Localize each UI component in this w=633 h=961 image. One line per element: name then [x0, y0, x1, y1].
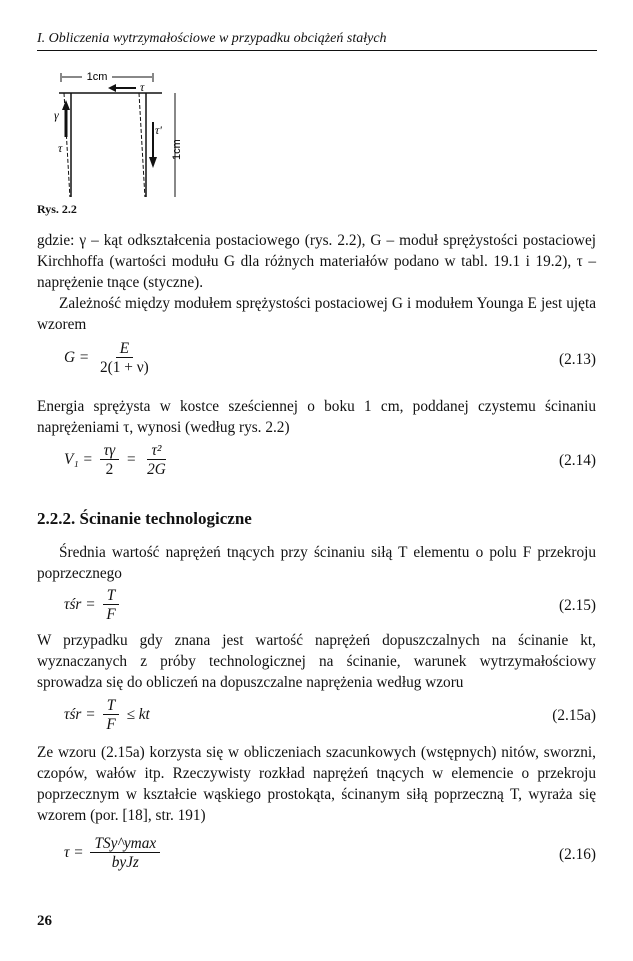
svg-text:τ: τ [140, 80, 145, 94]
shear-cube-figure [50, 62, 195, 197]
paragraph-average-stress: Średnia wartość naprężeń tnących przy ścinaniu siłą T elementu o polu F przekroju poprzecznego [37, 544, 596, 582]
paragraph-real-distribution: Ze wzoru (2.15a) korzysta się w obliczeniach szacunkowych (wstępnych) nitów, sworzni, czopów, wałów itp. Rzeczywisty rozkład naprężeń tnących w elemencie o przekroju poprzecznym w kształcie wąskiego prostokąta, ścinanym siłą poprzeczną T, wyraża się wzorem (por. [18], str. 191) [37, 744, 596, 824]
equation-2-15: τśr = $\frac{T}{F}$ [64, 587, 123, 624]
paragraph-energy: Energia sprężysta w kostce sześciennej o boku 1 cm, poddanej czystemu ścinaniu naprężeniami τ, wynosi (według rys. 2.2) [37, 398, 596, 436]
paragraph-definitions: gdzie: γ – kąt odkształcenia postaciowego (rys. 2.2), G – moduł sprężystości postaciowej Kirchhoffa (wartości modułu G dla różnych materiałów podano w tabl. 19.1 i 19.2), τ – naprężenie tnące (styczne). Zależność między modułem sprężystości postaciowej G i modułem Younga E jest ujęta wzorem [37, 232, 596, 333]
equation-number: (2.15a) [552, 707, 596, 724]
height-label: 1cm [171, 139, 183, 160]
equation-2-15a: τśr = $\frac{T}{F}$ ≤ kt [64, 697, 150, 733]
equation-2-13: G = $\frac{E}{2(1 + \nu)}$ [64, 340, 149, 376]
running-header: I. Obliczenia wytrzymałościowe w przypadku obciążeń stałych [37, 31, 597, 51]
equation-number: (2.15) [559, 597, 596, 614]
equation-2-16: τ = $\frac{\text{TSy\textasciicircum{}ymax}}{\text{byJz}}$ [64, 835, 163, 872]
section-heading: 2.2.2. Ścinanie technologiczne [37, 509, 252, 528]
equation-number: (2.16) [559, 846, 596, 863]
equation-number: (2.14) [559, 452, 596, 469]
svg-text:γ: γ [54, 108, 59, 122]
svg-text:τ: τ [58, 141, 63, 155]
page-number: 26 [37, 913, 52, 929]
paragraph-allowable-stress: W przypadku gdy znana jest wartość naprężeń dopuszczalnych na ścinanie kt, wyznaczanych z próby technologicznej na ścinanie, warunek wytrzymałościowy sprowadza się do obliczeń na dopuszczalne naprężenia według wzoru [37, 632, 596, 691]
width-label: 1cm [86, 71, 108, 83]
figure-caption: Rys. 2.2 [37, 202, 77, 216]
svg-text:τ': τ' [155, 123, 162, 137]
equation-number: (2.13) [559, 351, 596, 368]
equation-2-14: V₁ = $\frac{\tau\gamma}{2}$ = $\frac{\text{τ²}}{2G}$ [64, 442, 166, 478]
